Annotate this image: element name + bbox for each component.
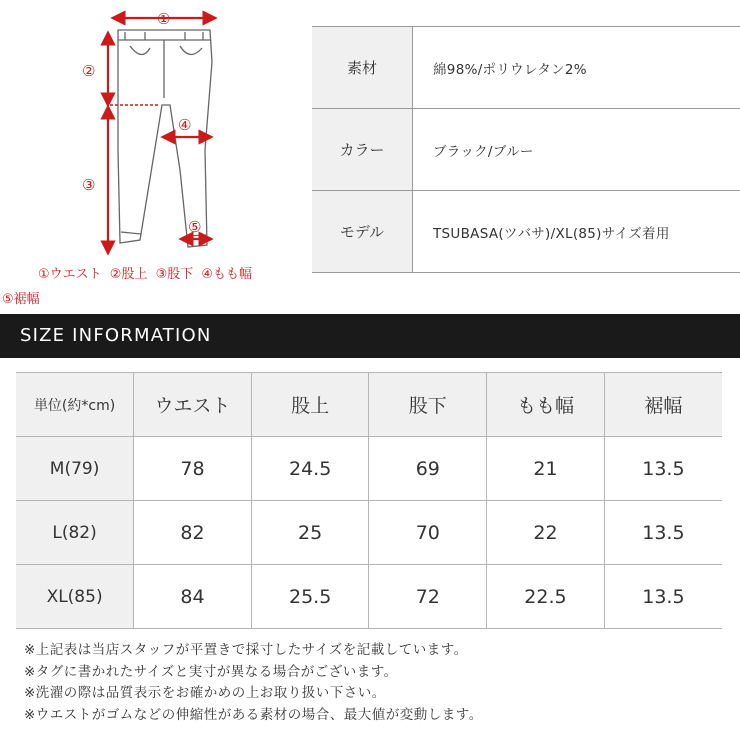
spec-value: TSUBASA(ツバサ)/XL(85)サイズ着用: [413, 191, 740, 273]
legend-item: ③股下: [155, 267, 194, 282]
spec-label: モデル: [312, 191, 413, 273]
marker-rise: ②: [82, 62, 96, 80]
marker-inseam: ③: [82, 176, 96, 194]
size-label: L(82): [16, 501, 134, 565]
size-header-row: [16, 373, 722, 437]
header-thigh: もも幅: [487, 373, 605, 437]
table-cell: 25: [251, 501, 369, 565]
size-label: XL(85): [16, 565, 134, 629]
header-rise: 股上: [251, 373, 369, 437]
table-cell: 21: [487, 437, 605, 501]
product-spec-table: [312, 26, 740, 273]
note-line: ※上記表は当店スタッフが平置きで採寸したサイズを記載しています。: [24, 642, 468, 658]
spec-label: 素材: [312, 27, 413, 109]
legend-item: ①ウエスト: [38, 267, 102, 282]
note-line: ※洗濯の際は品質表示をお確かめの上お取り扱い下さい。: [24, 685, 386, 701]
size-table: [16, 372, 722, 629]
spec-value: ブラック/ブルー: [413, 109, 740, 191]
jeans-illustration: [118, 30, 212, 247]
table-cell: 13.5: [604, 565, 722, 629]
measurement-legend: [2, 262, 298, 312]
table-row: [16, 565, 722, 629]
table-cell: 13.5: [604, 501, 722, 565]
banner-title: SIZE INFORMATION: [20, 325, 212, 346]
marker-waist: ①: [157, 10, 171, 28]
spec-value: 綿98%/ポリウレタン2%: [413, 27, 740, 109]
note-line: ※タグに書かれたサイズと実寸が異なる場合がございます。: [24, 663, 398, 680]
spec-row-color: [312, 109, 740, 191]
table-cell: 78: [134, 437, 252, 501]
table-cell: 13.5: [604, 437, 722, 501]
table-cell: 69: [369, 437, 487, 501]
size-information-banner: [0, 314, 740, 358]
header-unit: 単位(約*cm): [16, 373, 134, 437]
table-cell: 24.5: [251, 437, 369, 501]
header-waist: ウエスト: [134, 373, 252, 437]
table-cell: 70: [369, 501, 487, 565]
header-hem: 裾幅: [604, 373, 722, 437]
size-label: M(79): [16, 437, 134, 501]
marker-hem: ⑤: [188, 218, 202, 236]
note-line: ※ウエストがゴムなどの伸縮性がある素材の場合、最大値が変動します。: [24, 706, 483, 723]
table-cell: 25.5: [251, 565, 369, 629]
spec-row-model: [312, 191, 740, 273]
table-cell: 82: [134, 501, 252, 565]
table-cell: 22.5: [487, 565, 605, 629]
legend-item: ②股上: [109, 267, 148, 282]
notes: [24, 640, 724, 726]
table-cell: 72: [369, 565, 487, 629]
legend-item: ④もも幅: [201, 267, 253, 282]
legend-item: ⑤裾幅: [2, 292, 40, 307]
table-cell: 84: [134, 565, 252, 629]
marker-thigh: ④: [178, 116, 192, 134]
spec-label: カラー: [312, 109, 413, 191]
spec-row-material: [312, 27, 740, 109]
table-cell: 22: [487, 501, 605, 565]
table-row: [16, 437, 722, 501]
table-row: [16, 501, 722, 565]
header-inseam: 股下: [369, 373, 487, 437]
